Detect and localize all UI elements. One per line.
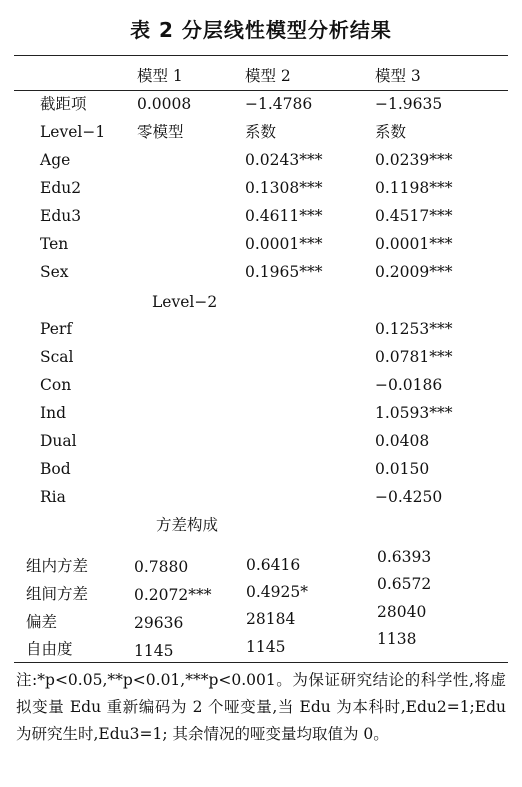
table-title: 表 2 分层线性模型分析结果: [130, 18, 392, 42]
table-footnote: 注:*p<0.05,**p<0.01,***p<0.001。为保证研究结论的科学性,将虚拟变量 Edu 重新编码为 2 个哑变量,当 Edu 为本科时,Edu2=1;Edu 为研究生时,Edu3=1; 其余情况的哑变量均取值为 0。: [16, 671, 506, 743]
bottom-rule: [14, 662, 508, 663]
table-cell: 0.4611***: [245, 207, 323, 225]
table-cell: 0.1965***: [245, 263, 323, 281]
table-cell: −0.4250: [375, 488, 443, 506]
row-label: Perf: [40, 320, 73, 338]
row-label: 自由度: [26, 640, 73, 658]
row-label: Bod: [40, 460, 71, 478]
row-label: Ten: [40, 235, 69, 253]
table-cell: 0.6572: [377, 575, 432, 593]
row-label: Ria: [40, 488, 66, 506]
header-rule: [14, 90, 508, 91]
section-label: 方差构成: [156, 516, 219, 534]
table-cell: 29636: [134, 614, 184, 632]
table-cell: 1.0593***: [375, 404, 453, 422]
table-cell: 28184: [246, 610, 296, 628]
table-cell: 0.2009***: [375, 263, 453, 281]
table-cell: 0.7880: [134, 558, 189, 576]
table-cell: 0.1253***: [375, 320, 453, 338]
table-cell: 0.0781***: [375, 348, 453, 366]
row-label: Edu2: [40, 179, 82, 197]
table-cell: 系数: [245, 123, 277, 141]
row-label: 截距项: [40, 95, 87, 113]
table-cell: 0.0243***: [245, 151, 323, 169]
top-rule: [14, 55, 508, 56]
table-cell: 0.4925*: [246, 583, 308, 601]
column-header: 模型 1: [137, 67, 183, 85]
table-cell: 0.2072***: [134, 586, 212, 604]
row-label: Ind: [40, 404, 67, 422]
row-label: Level−1: [40, 123, 106, 141]
table-cell: 0.0239***: [375, 151, 453, 169]
column-header: 模型 3: [375, 67, 421, 85]
table-cell: 28040: [377, 603, 427, 621]
row-label: 偏差: [26, 613, 58, 631]
table-cell: 0.0150: [375, 460, 430, 478]
row-label: Scal: [40, 348, 74, 366]
table-cell: −1.4786: [245, 95, 313, 113]
table-cell: 0.0008: [137, 95, 192, 113]
section-label: Level−2: [152, 293, 218, 311]
table-cell: 零模型: [137, 123, 184, 141]
row-label: Dual: [40, 432, 77, 450]
table-cell: 0.1198***: [375, 179, 453, 197]
table-cell: 0.6416: [246, 556, 301, 574]
row-label: Edu3: [40, 207, 82, 225]
table-cell: 1145: [246, 638, 286, 656]
table-cell: −1.9635: [375, 95, 443, 113]
table-cell: 1145: [134, 642, 174, 660]
column-header: 模型 2: [245, 67, 291, 85]
table-cell: 0.0001***: [245, 235, 323, 253]
row-label: Age: [40, 151, 71, 169]
row-label: Con: [40, 376, 72, 394]
row-label: 组间方差: [26, 585, 89, 603]
table-cell: 系数: [375, 123, 407, 141]
table-cell: −0.0186: [375, 376, 443, 394]
row-label: Sex: [40, 263, 69, 281]
table-cell: 0.0408: [375, 432, 430, 450]
table-cell: 0.1308***: [245, 179, 323, 197]
table-cell: 0.6393: [377, 548, 432, 566]
table-cell: 1138: [377, 630, 417, 648]
table-cell: 0.4517***: [375, 207, 453, 225]
table-cell: 0.0001***: [375, 235, 453, 253]
row-label: 组内方差: [26, 557, 89, 575]
